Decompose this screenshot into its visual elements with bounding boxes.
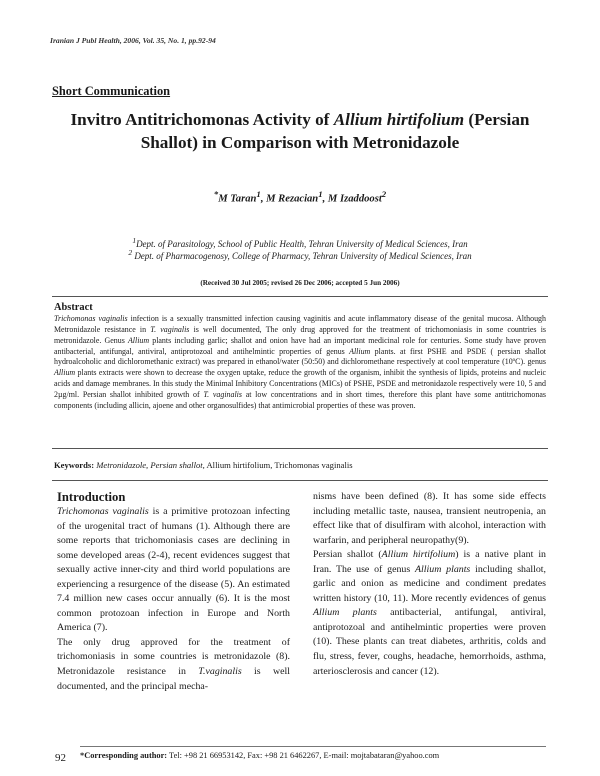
intro-r2-italic: Allium hirtifolium <box>381 549 456 561</box>
intro-p2-italic: T.vaginalis <box>198 666 242 678</box>
affiliation-1-text: Dept. of Parasitology, School of Public Health, Tehran University of Medical Sciences, Iran <box>136 239 468 249</box>
abstract-text-5: plants extracts were shown to decrease the oxygen uptake, reduce the growth of the organism, inhibit the synthesis of lipids, proteins and nucleic acids and damage membranes. In this study the Minimal Inhibitory Concentrations (MICs) of PSHE, PSDE and metronidazole respectively were 10, 5 and 2µg/ml. Persian shallot inhibited growth of <box>54 368 546 399</box>
introduction-heading: Introduction <box>57 490 126 504</box>
journal-reference: Iranian J Publ Health, 2006, Vol. 35, No. 1, pp.92-94 <box>50 36 216 45</box>
author-list: *M Taran$^1$, M Rezacian$^1$, M Izaddoost$^2$ <box>213 189 387 205</box>
abstract-bottom-rule <box>52 448 548 449</box>
intro-p1-text: is a primitive protozoan infecting of the urogenital tract of humans (1). Although there are some reports that trichomoniasis cases are declining in some developed areas (2-4), recent evidences suggest that sexually active inner-city and third world populations are experiencing a resurgence of the disease (5). An estimated 7.4 million new cases occur annually (6). It is the most common protozoan infection in Europe and North America (7). <box>57 506 290 634</box>
abstract-italic-3: Allium <box>127 335 150 345</box>
intro-r2-text-c: including shallot, garlic and onion as medicine and condiment predates written history (10, 11). More recently evidences of genus <box>313 563 546 604</box>
intro-p2-text-b: is well documented, and the principal mecha- <box>57 666 290 692</box>
received-dates: (Received 30 Jul 2005; revised 26 Dec 2006; accepted 5 Jun 2006) <box>200 279 400 287</box>
keywords-label: Keywords: <box>54 460 95 470</box>
title-line2: Shallot) in Comparison with Metronidazole <box>140 133 460 152</box>
intro-r2-italic-2: Allium plants <box>415 563 471 575</box>
abstract-heading: Abstract <box>54 302 93 313</box>
affiliation-2-text: Dept. of Pharmacogenosy, College of Pharmacy, Tehran University of Medical Sciences, Iran <box>132 251 472 261</box>
intro-r2-text-a: Persian shallot ( <box>313 549 382 561</box>
author-3: M Izaddoost <box>327 193 382 205</box>
title-part2: (Persian <box>464 110 530 129</box>
intro-paragraph-2 <box>57 636 290 694</box>
abstract-italic-6: T. vaginalis <box>203 389 242 399</box>
abstract-italic-2: T. vaginalis <box>150 324 190 334</box>
keywords-rest: Allium hirtifolium, Trichomonas vaginalis <box>204 460 353 470</box>
intro-r2-text-d: antibacterial, antifungal, antiviral, antiprotozoal and antihelmintic properties were proven (10). These plants can treat diabetes, arthritis, colds and flu, stress, fever, coughs, headache, hemorrhoids, asthma, arteriosclerosis and cancer (12). <box>313 607 546 677</box>
corresponding-author-footnote <box>80 751 439 760</box>
corresponding-label: *Corresponding author: <box>80 751 168 760</box>
intro-p2-text-a: The only drug approved for the treatment of trichomoniasis in some countries is metronidazole (8). Metronidazole resistance in <box>57 636 290 678</box>
keywords-italic: Metronidazole, Persian shallot, <box>94 460 205 470</box>
author-2: M Rezacian <box>266 193 319 205</box>
article-title <box>30 108 570 154</box>
corresponding-mark: * <box>213 189 219 199</box>
affiliation-1-sup: 1 <box>132 236 137 245</box>
abstract-italic-4: Allium <box>349 346 371 356</box>
keywords-rule <box>52 480 548 481</box>
author-1-affil: 1 <box>256 189 261 199</box>
intro-paragraph-1 <box>57 505 290 636</box>
intro-r2-text-b: ) is a native plant in Iran. The use of genus <box>313 549 546 575</box>
section-label: Short Communication <box>52 84 171 98</box>
abstract-italic-1: Trichomonas vaginalis <box>54 314 128 323</box>
title-italic: Allium hirtifolium <box>333 110 465 129</box>
intro-r2-italic-3: Allium plants <box>313 607 377 619</box>
intro-paragraph-3: nisms have been defined (8). It has some side effects including metallic taste, nausea, transient neutropenia, an effect like that of disulfiram with alcohol, interaction with warfarin, and peripheral neuropathy(9). <box>313 491 546 546</box>
page-number: 92 <box>55 752 66 764</box>
right-column <box>313 490 546 679</box>
abstract-text-1: infection is a sexually transmitted infection causing vaginitis and acute inflammatory disease of the genital mucosa. Although Metronidazole resistance in <box>54 314 546 334</box>
footnote-rule <box>80 746 546 747</box>
abstract-text-6: at low concentrations and in short times, therefore this plant have some antitrichomonas components (including allicin, ajoene and other organosulfides) that antimicrobial properties of these was proven. <box>54 389 546 410</box>
intro-p1-italic: Trichomonas vaginalis <box>57 506 149 517</box>
abstract-body <box>54 314 546 412</box>
keywords <box>54 460 546 470</box>
affiliation-2 <box>0 248 600 261</box>
intro-paragraph-4 <box>313 548 546 679</box>
abstract-text-2: is well documented, The only drug approved for the treatment of trichomoniasis in some countries is metronidazole. Genus <box>54 324 546 345</box>
abstract-text-4: plants. at first PSHE and PSDE ( persian shallot hydroalcoholic and dichloromethanic extract) was prepared in ethanol/water (50:50) and dichloromethane respectively at cool temperature (10ºC). genus <box>54 346 546 367</box>
author-3-affil: 2 <box>381 189 387 199</box>
author-1: M Taran <box>218 193 257 205</box>
abstract-top-rule <box>52 296 548 297</box>
corresponding-contact: Tel: +98 21 66953142, Fax: +98 21 6462267, E-mail: mojtabataran@yahoo.com <box>167 751 440 760</box>
affiliation-2-sup: 2 <box>128 248 133 257</box>
title-part1: Invitro Antitrichomonas Activity of <box>70 110 334 129</box>
author-2-affil: 1 <box>318 189 323 199</box>
abstract-text-3: plants including garlic; shallot and onion have had an important medicinal role for centuries. Some study have proven antibacterial, antifungal, antiviral, antiprotozoal and antihelmintic properties of genus <box>54 335 546 356</box>
left-column <box>57 505 290 694</box>
abstract-italic-5: Allium <box>54 368 76 378</box>
